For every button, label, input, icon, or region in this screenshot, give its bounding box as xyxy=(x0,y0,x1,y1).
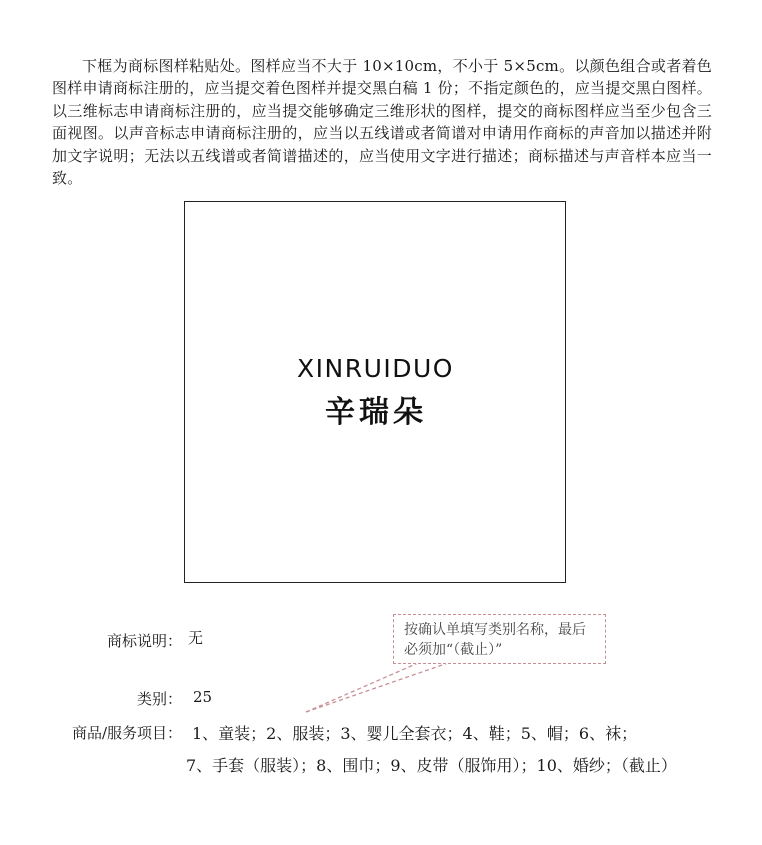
goods-services-line-1: 1、童装；2、服装；3、婴儿全套衣；4、鞋；5、帽；6、袜； xyxy=(192,724,638,743)
callout-note: 按确认单填写类别名称，最后必须加“（截止）” xyxy=(393,614,606,664)
intro-paragraph: 下框为商标图样粘贴处。图样应当不大于 10×10cm，不小于 5×5cm。以颜色组合或者着色图样申请商标注册的，应当提交着色图样并提交黑白稿 1 份；不指定颜色的，应当提交黑白图样。以三维标志申请商标注册的，应当提交能够确定三维形状的图样，提交的商标图样应当至少包含三面视图。以声音标志申请商标注册的，应当以五线谱或者简谱对申请用作商标的声音加以描述并附加文字说明；无法以五线谱或者简谱描述的，应当使用文字进行描述；商标描述与声音样本应当一致。 xyxy=(52,57,712,188)
goods-services-line-2: 7、手套（服装）；8、围巾；9、皮带（服饰用）；10、婚纱；（截止） xyxy=(186,756,677,775)
description-label: 商标说明： xyxy=(106,632,182,650)
goods-services-label: 商品/服务项目： xyxy=(71,724,182,742)
trademark-image-box xyxy=(184,201,566,583)
category-value: 25 xyxy=(193,688,213,706)
trademark-logo-chinese: 辛瑞朵 xyxy=(325,395,427,430)
trademark-logo-english: XINRUIDUO xyxy=(297,354,454,383)
category-label: 类别： xyxy=(136,690,182,708)
description-value: 无 xyxy=(188,629,204,647)
